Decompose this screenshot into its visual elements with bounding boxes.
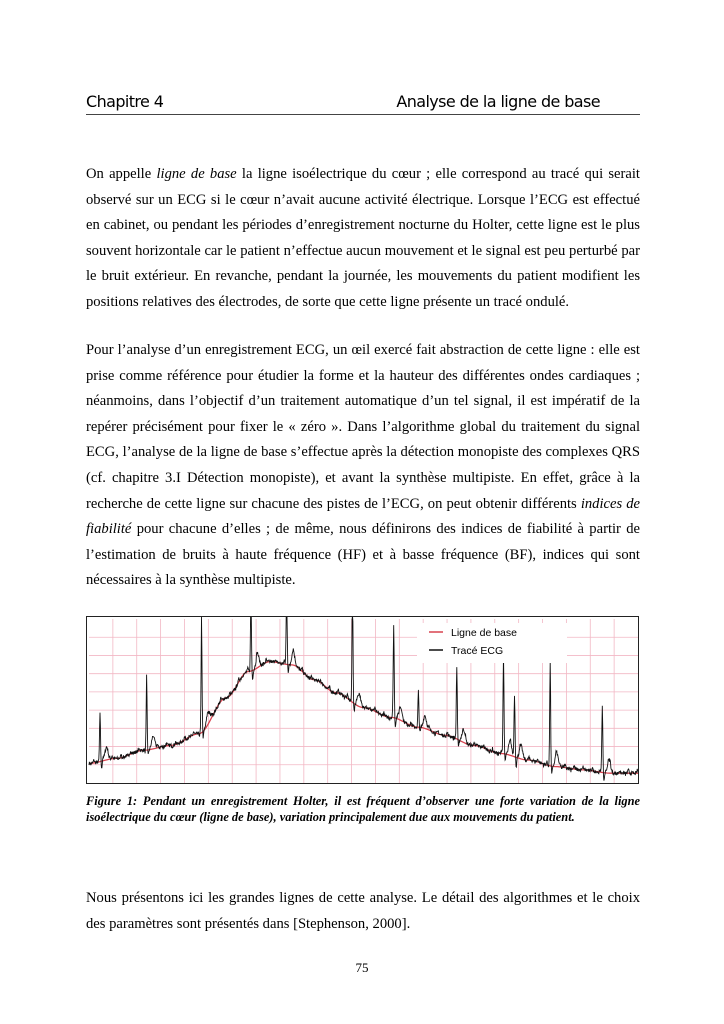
figure-caption-text: Figure 1: Pendant un enregistrement Holter, il est fréquent d’observer une forte variation de la ligne isoélectrique du cœur (ligne de base), variation principalement due aux mouvements du patient. [86, 794, 640, 824]
legend-label-baseline: Ligne de base [451, 627, 517, 639]
paragraph-3 [86, 886, 640, 937]
legend-label-ecg: Tracé ECG [451, 645, 504, 657]
paragraph-2 [86, 338, 640, 594]
ecg-figure [86, 616, 639, 784]
chapter-label: Chapitre 4 [86, 92, 164, 111]
running-header [86, 92, 640, 115]
paragraph-2-text-a: Pour l’analyse d’un enregistrement ECG, un œil exercé fait abstraction de cette ligne : elle est prise comme référence pour étudier la forme et la hauteur des différentes ondes cardiaques ; néanmoins, dans l’objectif d’un traitement automatique d’un tel signal, il est impératif de la repérer précisément pour fixer le « zéro ». Dans l’algorithme global du traitement du signal ECG, l’analyse de la ligne de base s’effectue après la détection monopiste des complexes QRS (cf. chapitre 3.I Détection monopiste), et avant la synthèse multipiste. En effet, grâce à la recherche de cette ligne sur chacune des pistes de l’ECG, on peut obtenir différents [86, 342, 640, 512]
ecg-chart [87, 617, 640, 785]
term-ligne-de-base: ligne de base [156, 166, 237, 182]
paragraph-2-text-b: pour chacune d’elles ; de même, nous définirons des indices de fiabilité à partir de l’estimation de bruits à haute fréquence (HF) et à basse fréquence (BF), indices qui sont nécessaires à la synthèse multipiste. [86, 521, 640, 589]
paragraph-3-text: Nous présentons ici les grandes lignes de cette analyse. Le détail des algorithmes et le choix des paramètres sont présentés dans [Stephenson, 2000]. [86, 890, 640, 932]
paragraph-1-text-a: On appelle [86, 166, 157, 182]
paragraph-1 [86, 162, 640, 316]
figure-caption [86, 794, 640, 825]
chart-legend [417, 623, 567, 663]
paragraph-1-text-b: la ligne isoélectrique du cœur ; elle correspond au tracé qui serait observé sur un ECG si le cœur n’avait aucune activité électrique. Lorsque l’ECG est effectué en cabinet, ou pendant les périodes d’enregistrement nocturne du Holter, cette ligne est le plus souvent horizontale car le patient n’effectue aucun mouvement et le signal est peu perturbé par le bruit extérieur. En revanche, pendant la journée, les mouvements du patient modifient les positions relatives des électrodes, de sorte que cette ligne présente un tracé ondulé. [86, 166, 640, 310]
page-number: 75 [355, 960, 369, 975]
section-title: Analyse de la ligne de base [396, 92, 600, 111]
term-indices-de-fiabilite: indices de fiabilité [86, 495, 640, 538]
